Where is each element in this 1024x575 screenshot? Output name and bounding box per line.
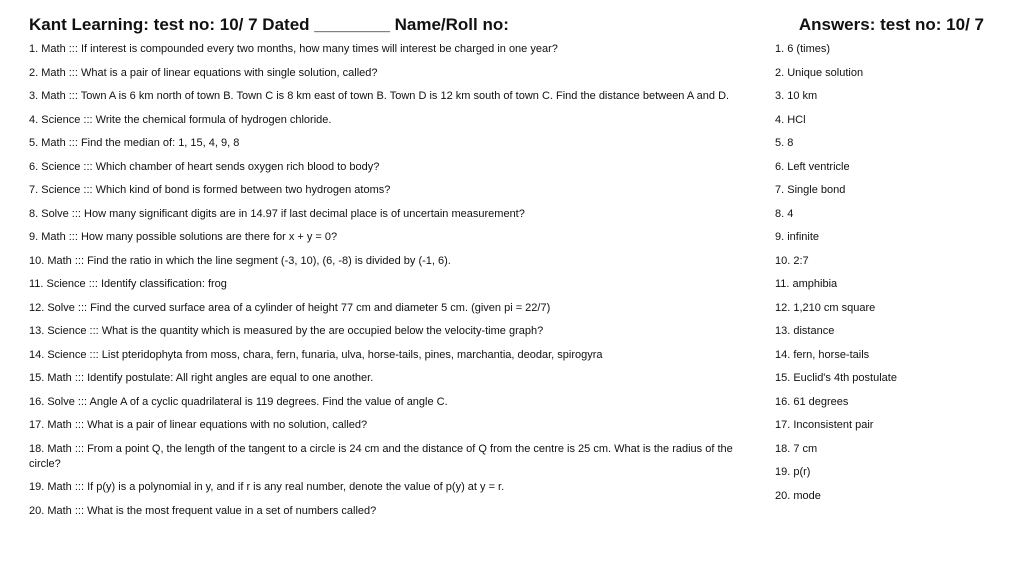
answer-item: 12. 1,210 cm square (775, 301, 876, 314)
question-item: 15. Math ::: Identify postulate: All right angles are equal to one another. (29, 372, 374, 384)
question-list (29, 42, 734, 527)
question-item: 12. Solve ::: Find the curved surface area of a cylinder of height 77 cm and diameter 5 cm. (given pi = 22/7) (29, 301, 551, 314)
test-title: Kant Learning: test no: 10/ 7 Dated ________ Name/Roll no: (29, 15, 509, 34)
answer-list (775, 42, 995, 512)
question-item: 18. Math ::: From a point Q, the length of the tangent to a circle is 24 cm and the distance of Q from the centre is 25 cm. What is the radius of the circle? (29, 442, 733, 470)
answer-item: 9. infinite (775, 231, 820, 243)
answer-item: 2. Unique solution (775, 66, 864, 79)
answer-item: 4. HCl (775, 113, 806, 126)
question-item: 1. Math ::: If interest is compounded every two months, how many times will interest be charged in one year? (29, 43, 558, 55)
question-item: 7. Science ::: Which kind of bond is formed between two hydrogen atoms? (29, 184, 391, 196)
answer-item: 14. fern, horse-tails (775, 348, 870, 361)
question-item: 19. Math ::: If p(y) is a polynomial in y, and if r is any real number, denote the value of p(y) at y = r. (29, 481, 505, 493)
answer-item: 6. Left ventricle (775, 160, 850, 173)
question-item: 11. Science ::: Identify classification: frog (29, 278, 227, 290)
question-item: 10. Math ::: Find the ratio in which the line segment (-3, 10), (6, -8) is divided by (-1, 6). (29, 254, 451, 267)
answer-item: 5. 8 (775, 137, 794, 149)
answer-item: 3. 10 km (775, 90, 818, 102)
answer-item: 15. Euclid's 4th postulate (775, 372, 897, 384)
answer-item: 19. p(r) (775, 466, 811, 478)
answer-item: 7. Single bond (775, 184, 846, 196)
question-item: 20. Math ::: What is the most frequent value in a set of numbers called? (29, 504, 377, 517)
question-item: 5. Math ::: Find the median of: 1, 15, 4, 9, 8 (29, 137, 240, 149)
answer-item: 18. 7 cm (775, 442, 818, 455)
answer-item: 17. Inconsistent pair (775, 419, 874, 431)
answer-item: 10. 2:7 (775, 254, 809, 267)
question-item: 3. Math ::: Town A is 6 km north of town B. Town C is 8 km east of town B. Town D is 12 km south of town C. Find the distance between A and D. (29, 90, 730, 102)
question-item: 14. Science ::: List pteridophyta from moss, chara, fern, funaria, ulva, horse-tails, pines, marchantia, deodar, spirogyra (29, 348, 603, 361)
answer-item: 13. distance (775, 325, 835, 337)
question-item: 17. Math ::: What is a pair of linear equations with no solution, called? (29, 419, 368, 431)
answer-item: 20. mode (775, 489, 821, 502)
answer-item: 11. amphibia (775, 278, 838, 290)
question-item: 9. Math ::: How many possible solutions are there for x + y = 0? (29, 231, 338, 243)
answer-item: 16. 61 degrees (775, 395, 849, 408)
question-item: 6. Science ::: Which chamber of heart sends oxygen rich blood to body? (29, 160, 380, 173)
answer-item: 8. 4 (775, 207, 794, 220)
question-item: 16. Solve ::: Angle A of a cyclic quadrilateral is 119 degrees. Find the value of angle C. (29, 395, 448, 408)
question-item: 8. Solve ::: How many significant digits are in 14.97 if last decimal place is of uncertain measurement? (29, 207, 525, 220)
answers-title: Answers: test no: 10/ 7 (798, 15, 984, 34)
answer-item: 1. 6 (times) (775, 43, 831, 55)
question-item: 2. Math ::: What is a pair of linear equations with single solution, called? (29, 66, 378, 79)
question-item: 13. Science ::: What is the quantity which is measured by the are occupied below the velocity-time graph? (29, 325, 544, 337)
question-item: 4. Science ::: Write the chemical formula of hydrogen chloride. (29, 113, 332, 126)
